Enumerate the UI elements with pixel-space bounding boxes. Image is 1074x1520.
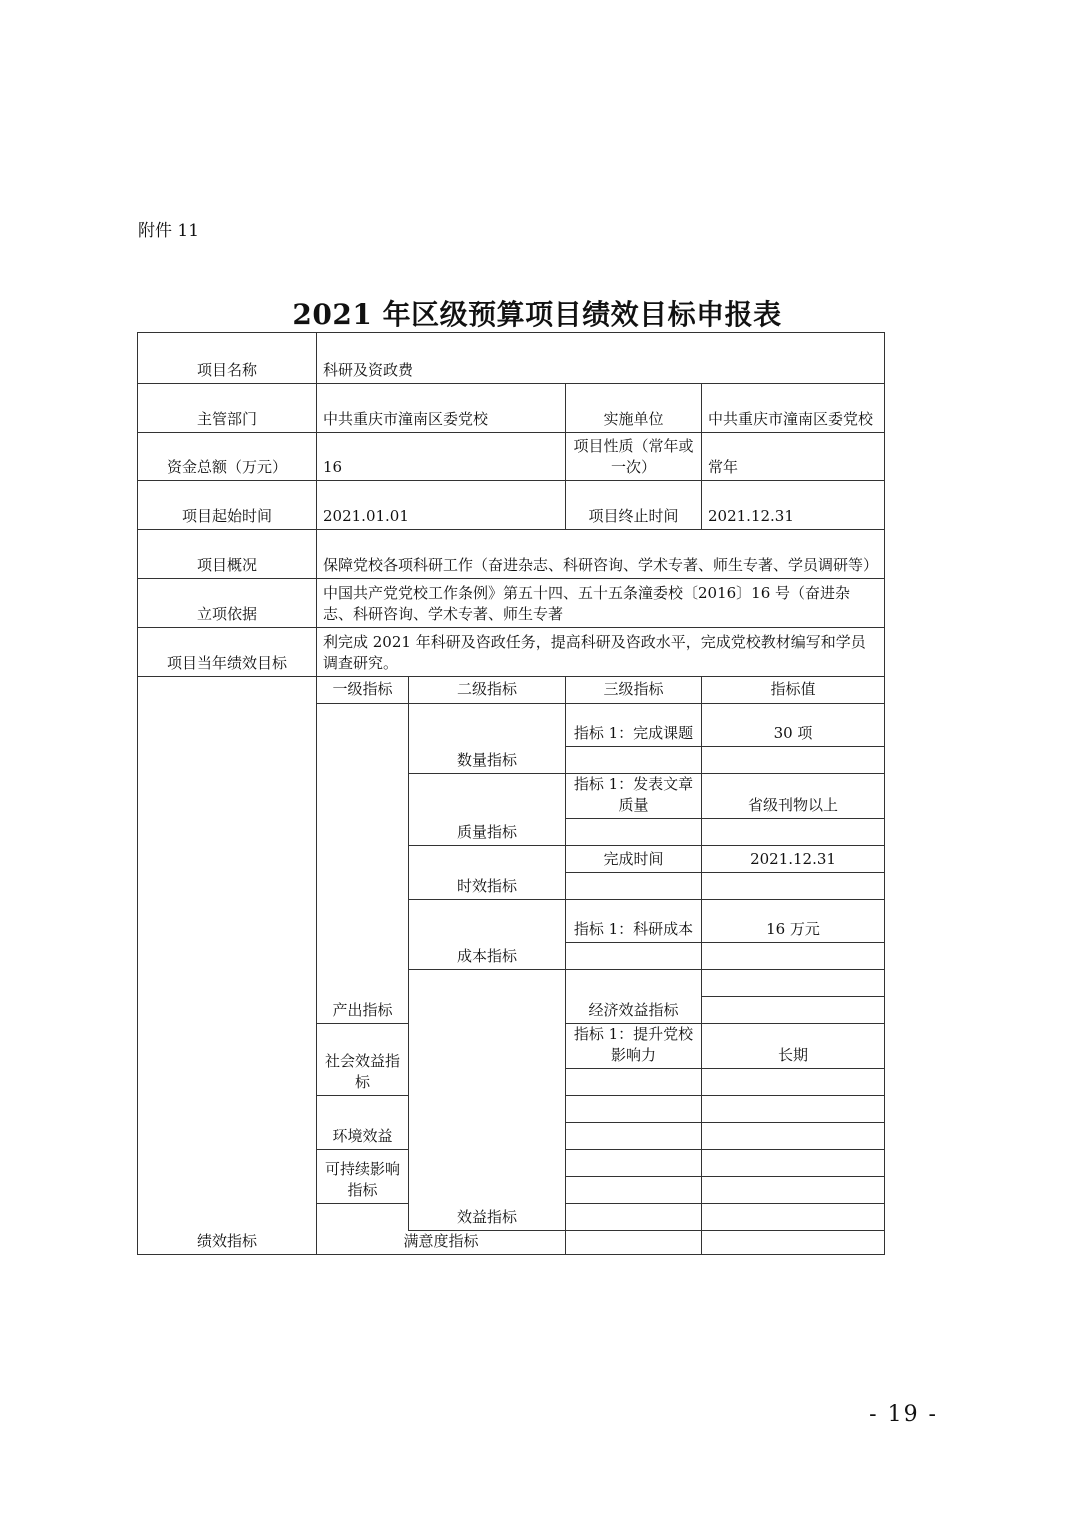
attachment-label: 附件 11 — [138, 221, 200, 241]
basis-value: 中国共产党党校工作条例》第五十四、五十五条潼委校〔2016〕16 号（奋进杂志、科研咨询、学术专著、师生专著 — [317, 579, 885, 628]
fund-total-value: 16 — [317, 433, 566, 481]
quantity-item: 指标 1：完成课题 — [566, 704, 702, 747]
empty-cell — [702, 997, 885, 1024]
project-name-value: 科研及资政费 — [317, 333, 885, 384]
empty-cell — [566, 1096, 702, 1123]
benefit-indicators-label: 效益指标 — [409, 970, 566, 1231]
empty-cell — [702, 1150, 885, 1177]
empty-cell — [566, 943, 702, 970]
department-label: 主管部门 — [138, 384, 317, 433]
fund-total-label: 资金总额（万元） — [138, 433, 317, 481]
empty-cell — [702, 1204, 885, 1231]
performance-indicators-label: 绩效指标 — [138, 677, 317, 1255]
quality-item: 指标 1：发表文章质量 — [566, 774, 702, 819]
indicator-header-row — [138, 677, 885, 704]
output-indicators-label: 产出指标 — [317, 704, 409, 1024]
header-level3: 三级指标 — [566, 677, 702, 704]
empty-cell — [702, 1096, 885, 1123]
empty-cell — [702, 1123, 885, 1150]
social-benefit-label: 社会效益指标 — [317, 1024, 409, 1096]
start-time-value: 2021.01.01 — [317, 481, 566, 530]
row-fund — [138, 433, 885, 481]
timeliness-value: 2021.12.31 — [702, 846, 885, 873]
empty-cell — [702, 970, 885, 997]
cost-value: 16 万元 — [702, 900, 885, 943]
timeliness-indicator-label: 时效指标 — [409, 846, 566, 900]
empty-cell — [702, 819, 885, 846]
overview-label: 项目概况 — [138, 530, 317, 579]
project-nature-label: 项目性质（常年或一次） — [566, 433, 702, 481]
cost-item: 指标 1：科研成本 — [566, 900, 702, 943]
header-value: 指标值 — [702, 677, 885, 704]
empty-cell — [566, 1204, 702, 1231]
empty-cell — [566, 819, 702, 846]
empty-cell — [702, 873, 885, 900]
social-item: 指标 1：提升党校影响力 — [566, 1024, 702, 1069]
empty-cell — [566, 873, 702, 900]
empty-cell — [702, 1069, 885, 1096]
environment-benefit-label: 环境效益 — [317, 1096, 409, 1150]
page-number: - 19 - — [869, 1402, 938, 1427]
social-value: 长期 — [702, 1024, 885, 1069]
project-nature-value: 常年 — [702, 433, 885, 481]
empty-cell — [566, 1123, 702, 1150]
row-department — [138, 384, 885, 433]
sustainable-impact-label: 可持续影响指标 — [317, 1150, 409, 1204]
empty-cell — [702, 943, 885, 970]
quantity-indicator-label: 数量指标 — [409, 704, 566, 774]
economic-benefit-label: 经济效益指标 — [566, 970, 702, 1024]
quality-value: 省级刊物以上 — [702, 774, 885, 819]
department-value: 中共重庆市潼南区委党校 — [317, 384, 566, 433]
quality-indicator-label: 质量指标 — [409, 774, 566, 846]
end-time-value: 2021.12.31 — [702, 481, 885, 530]
row-project-name — [138, 333, 885, 384]
implementing-unit-value: 中共重庆市潼南区委党校 — [702, 384, 885, 433]
quantity-value: 30 项 — [702, 704, 885, 747]
header-level1: 一级指标 — [317, 677, 409, 704]
row-basis — [138, 579, 885, 628]
empty-cell — [702, 747, 885, 774]
implementing-unit-label: 实施单位 — [566, 384, 702, 433]
annual-goal-label: 项目当年绩效目标 — [138, 628, 317, 677]
form-title: 2021 年区级预算项目绩效目标申报表 — [292, 298, 782, 331]
empty-cell — [702, 1231, 885, 1255]
empty-cell — [566, 1177, 702, 1204]
overview-value: 保障党校各项科研工作（奋进杂志、科研咨询、学术专著、师生专著、学员调研等） — [317, 530, 885, 579]
row-dates — [138, 481, 885, 530]
satisfaction-indicator-label: 满意度指标 — [317, 1204, 566, 1255]
end-time-label: 项目终止时间 — [566, 481, 702, 530]
annual-goal-value: 利完成 2021 年科研及咨政任务，提高科研及咨政水平，完成党校教材编写和学员调查研究。 — [317, 628, 885, 677]
empty-cell — [566, 1231, 702, 1255]
empty-cell — [702, 1177, 885, 1204]
empty-cell — [566, 1069, 702, 1096]
empty-cell — [566, 1150, 702, 1177]
project-name-label: 项目名称 — [138, 333, 317, 384]
row-overview — [138, 530, 885, 579]
timeliness-item: 完成时间 — [566, 846, 702, 873]
basis-label: 立项依据 — [138, 579, 317, 628]
performance-target-form — [137, 332, 885, 1255]
empty-cell — [566, 747, 702, 774]
header-level2: 二级指标 — [409, 677, 566, 704]
start-time-label: 项目起始时间 — [138, 481, 317, 530]
cost-indicator-label: 成本指标 — [409, 900, 566, 970]
row-annual-goal — [138, 628, 885, 677]
